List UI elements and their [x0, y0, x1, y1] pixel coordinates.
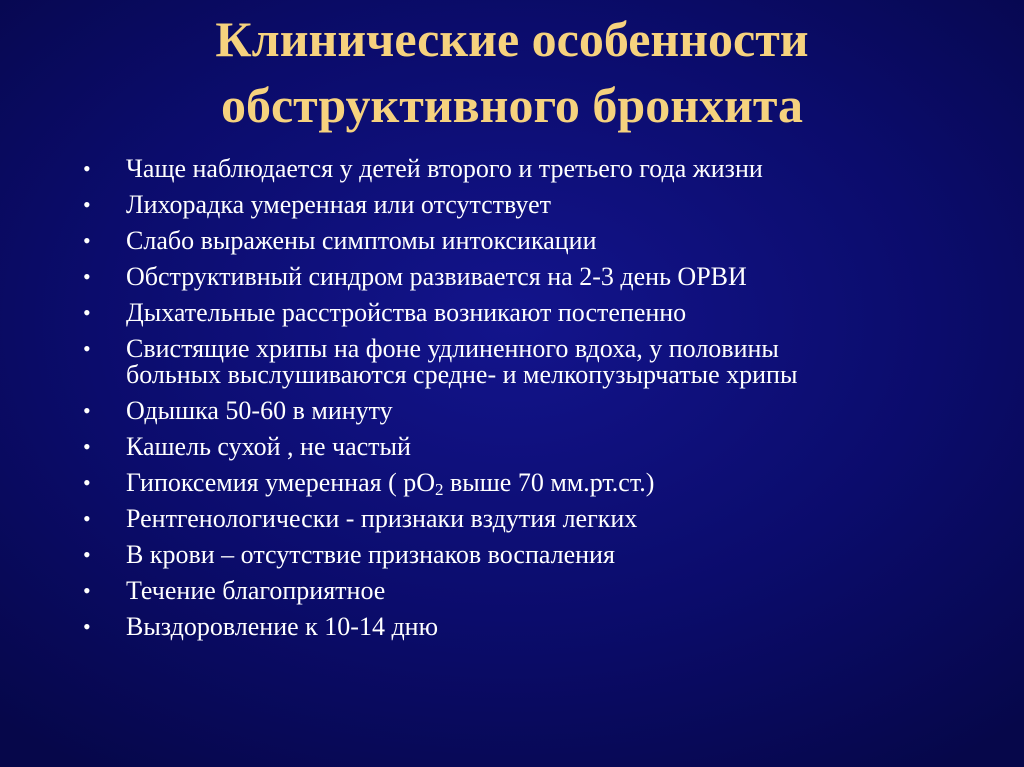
bullet-item-9 [0, 468, 1024, 499]
bullet-text: Рентгенологически - признаки вздутия легких [126, 504, 638, 533]
bullet-text: Одышка 50-60 в минуту [126, 396, 393, 425]
bullet-text: Дыхательные расстройства возникают постепенно [126, 298, 687, 327]
bullet-icon: • [83, 578, 91, 603]
bullet-text-line-2: больных выслушиваются средне- и мелкопузырчатые хрипы [126, 360, 798, 389]
bullet-item-13 [0, 614, 1024, 640]
bullet-icon: • [83, 470, 91, 495]
bullet-text: В крови – отсутствие признаков воспаления [126, 540, 615, 569]
bullet-item-4 [0, 264, 1024, 290]
bullet-icon: • [83, 614, 91, 639]
bullet-item-5 [0, 300, 1024, 326]
bullet-icon: • [83, 336, 91, 361]
bullet-text: Выздоровление к 10-14 дню [126, 612, 439, 641]
bullet-item-3 [0, 228, 1024, 254]
bullet-text: Кашель сухой , не частый [126, 432, 411, 461]
bullet-icon: • [83, 542, 91, 567]
bullet-icon: • [83, 156, 91, 181]
bullet-item-2 [0, 192, 1024, 218]
title-line-2: обструктивного бронхита [220, 77, 804, 133]
bullet-item-8 [0, 434, 1024, 460]
bullet-icon: • [83, 264, 91, 289]
bullet-item-7 [0, 398, 1024, 424]
bullet-item-11 [0, 542, 1024, 568]
bullet-icon: • [83, 192, 91, 217]
bullet-item-10 [0, 506, 1024, 532]
bullet-text: Обструктивный синдром развивается на 2-3 день ОРВИ [126, 262, 747, 291]
bullet-item-1 [0, 156, 1024, 182]
title-line-1: Клинические особенности [215, 11, 809, 67]
bullet-text: Слабо выражены симптомы интоксикации [126, 226, 597, 255]
subscript-2: 2 [435, 480, 444, 499]
slide-title [0, 6, 1024, 138]
bullet-item-6 [0, 336, 1024, 388]
bullet-icon: • [83, 398, 91, 423]
bullet-text-after: выше 70 мм.рт.ст.) [443, 468, 655, 497]
bullet-icon: • [83, 300, 91, 325]
bullet-text: Течение благоприятное [126, 576, 386, 605]
bullet-text-line-1: Свистящие хрипы на фоне удлиненного вдоха, у половины [126, 334, 779, 363]
bullet-text: Лихорадка умеренная или отсутствует [126, 190, 551, 219]
bullet-item-12 [0, 578, 1024, 604]
bullet-icon: • [83, 228, 91, 253]
bullet-icon: • [83, 434, 91, 459]
bullet-icon: • [83, 506, 91, 531]
bullet-list [0, 156, 1024, 650]
bullet-text: Чаще наблюдается у детей второго и третьего года жизни [126, 154, 763, 183]
bullet-text-before: Гипоксемия умеренная ( pO [126, 468, 436, 497]
